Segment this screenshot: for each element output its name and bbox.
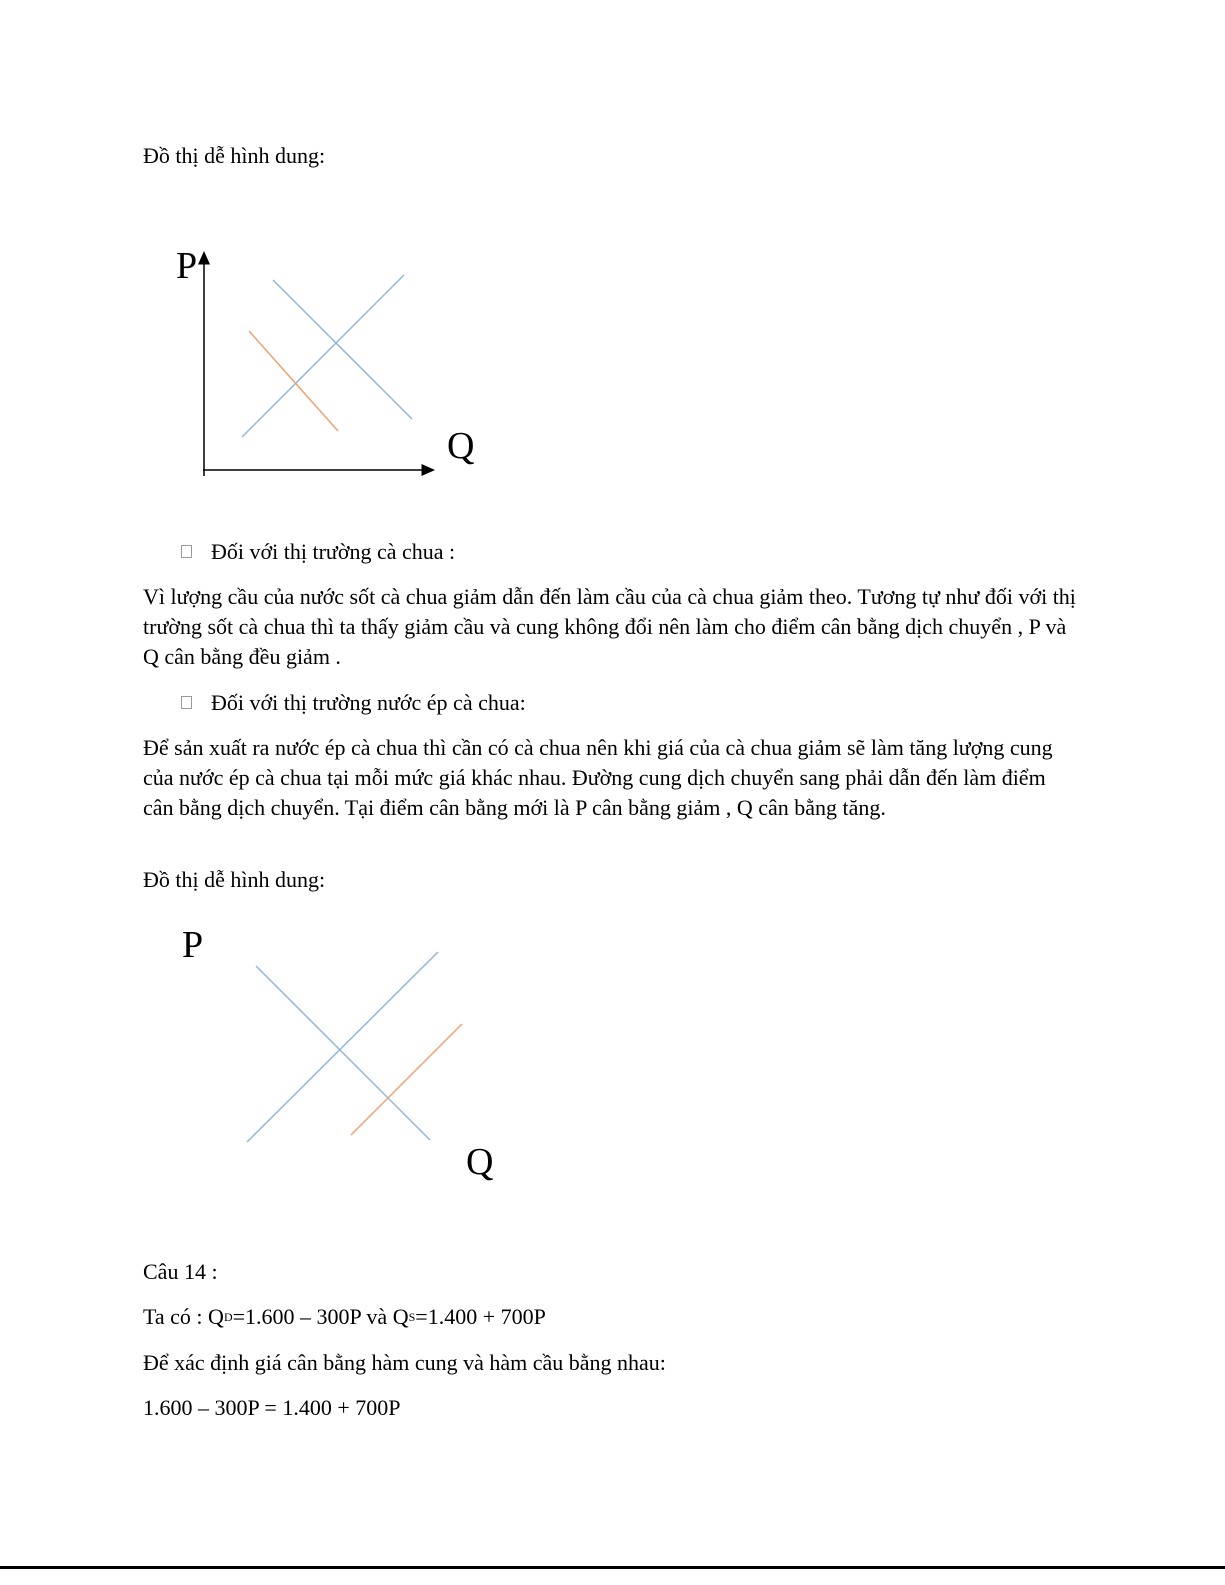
bullet-icon (181, 545, 192, 558)
equations-line (143, 1302, 546, 1332)
qd-superscript: D (223, 1310, 233, 1324)
question-14-title: Câu 14 : (143, 1259, 218, 1284)
graph1-p-label: P (176, 245, 198, 287)
graph1-q-label: Q (447, 425, 475, 467)
paragraph-tomato-juice-market: Để sản xuất ra nước ép cà chua thì cần có cà chua nên khi giá của cà chua giảm sẽ làm tăng lượng cung của nước ép cà chua tại mỗi mức giá khác nhau. Đường cung dịch chuyển sang phải dẫn đến làm điểm cân bằng dịch chuyển. Tại điểm cân bằng mới là P cân bằng giảm , Q cân bằng tăng. (143, 735, 1053, 820)
supply-line-shifted (351, 1024, 462, 1135)
demand-line-shifted (249, 331, 338, 431)
supply-line (242, 275, 404, 437)
eq-prefix: Ta có : Q (143, 1304, 224, 1329)
graph2-q-label: Q (466, 1141, 494, 1183)
qd-equation: =1.600 – 300P và Q (232, 1304, 409, 1329)
paragraph-tomato-market: Vì lượng cầu của nước sốt cà chua giảm dẫn đến làm cầu của cà chua giảm theo. Tương tự như đối với thị trường sốt cà chua thì ta thấy giảm cầu và cung không đổi nên làm cho điểm cân bằng dịch chuyển , P và Q cân bằng đều giảm . (143, 584, 1076, 669)
supply-line-original (247, 952, 438, 1142)
bullet-icon (181, 696, 192, 709)
page-bottom-border (0, 1566, 1225, 1569)
bullet-tomato-market: Đối với thị trường cà chua : (211, 539, 456, 564)
qs-equation: =1.400 + 700P (415, 1304, 546, 1329)
graph-heading-2: Đồ thị dễ hình dung: (143, 867, 326, 892)
demand-line-original (273, 280, 412, 419)
bullet-tomato-juice-market: Đối với thị trường nước ép cà chua: (211, 690, 526, 715)
equilibrium-instruction: Để xác định giá cân bằng hàm cung và hàm cầu bằng nhau: (143, 1350, 666, 1375)
graph2-p-label: P (182, 924, 204, 966)
qs-superscript: S (408, 1310, 416, 1324)
demand-line (256, 966, 430, 1140)
graph-heading-1: Đồ thị dễ hình dung: (143, 143, 326, 168)
equilibrium-equation: 1.600 – 300P = 1.400 + 700P (143, 1395, 401, 1420)
